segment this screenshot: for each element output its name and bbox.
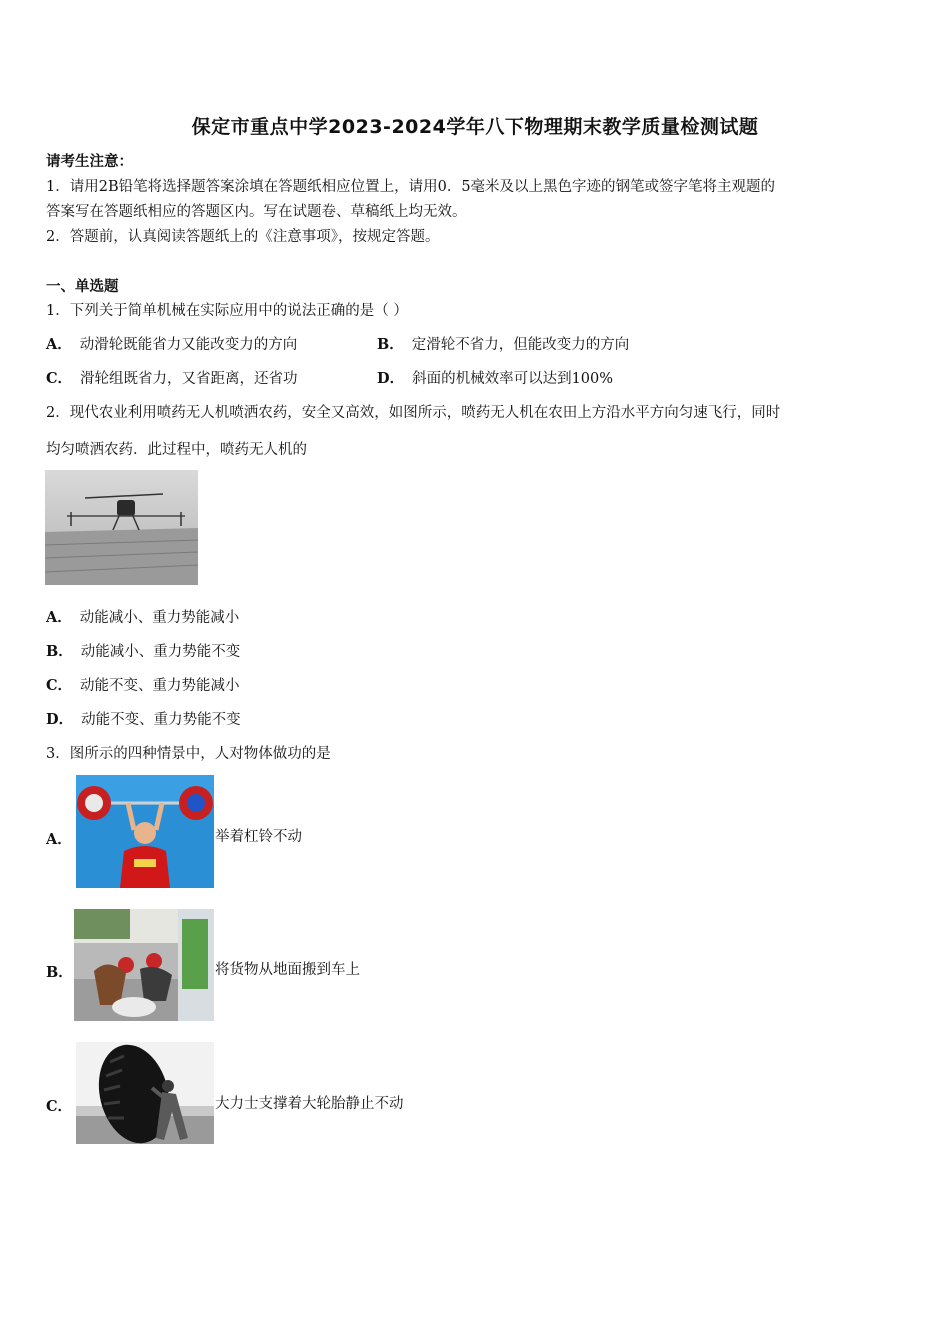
- question-2-option-a: A． 动能减小、重力势能减小: [46, 609, 240, 626]
- notice-heading: 请考生注意：: [46, 153, 133, 170]
- question-3-option-c-caption: 大力士支撑着大轮胎静止不动: [215, 1096, 404, 1112]
- question-3-option-b-key: B．: [46, 964, 73, 981]
- question-1-stem: 1．下列关于简单机械在实际应用中的说法正确的是（ ）: [46, 303, 408, 319]
- weightlifter-photo: [76, 775, 214, 888]
- page-title: 保定市重点中学2023-2024学年八下物理期末教学质量检测试题: [191, 116, 759, 138]
- notice-item-2: 2．答题前，认真阅读答题纸上的《注意事项》，按规定答题。: [46, 229, 440, 245]
- question-2-option-c: C． 动能不变、重力势能减小: [46, 677, 240, 694]
- question-1-option-b: B． 定滑轮不省力，但能改变力的方向: [377, 336, 630, 353]
- question-1-option-a: A． 动滑轮既能省力又能改变力的方向: [46, 336, 298, 353]
- notice-item-1-line-1: 1．请用2B铅笔将选择题答案涂填在答题纸相应位置上，请用0．5毫米及以上黑色字迹的钢笔或签字笔将主观题的: [46, 179, 776, 195]
- question-3-option-a-caption: 举着杠铃不动: [215, 829, 302, 845]
- question-2-option-b: B． 动能减小、重力势能不变: [46, 643, 241, 660]
- section-heading: 一、单选题: [46, 278, 119, 295]
- notice-item-1-line-2: 答案写在答题纸相应的答题区内。写在试题卷、草稿纸上均无效。: [46, 204, 467, 220]
- question-1-option-d: D． 斜面的机械效率可以达到100%: [377, 370, 614, 387]
- question-1-option-c: C． 滑轮组既省力，又省距离，还省功: [46, 370, 298, 387]
- question-2-stem-line-2: 均匀喷洒农药．此过程中，喷药无人机的: [46, 442, 307, 458]
- question-2-stem-line-1: 2．现代农业利用喷药无人机喷洒农药，安全又高效，如图所示，喷药无人机在农田上方沿水平方向匀速飞行，同时: [46, 405, 781, 421]
- question-3-option-c-key: C．: [46, 1098, 73, 1115]
- question-3-option-b-caption: 将货物从地面搬到车上: [215, 962, 360, 978]
- tire-photo: [76, 1042, 214, 1144]
- drone-photo: [45, 470, 198, 585]
- question-2-option-d: D． 动能不变、重力势能不变: [46, 711, 241, 728]
- question-3-option-a-key: A．: [46, 831, 72, 848]
- carrying-goods-photo: [74, 909, 214, 1021]
- question-3-stem: 3．图所示的四种情景中，人对物体做功的是: [46, 746, 331, 762]
